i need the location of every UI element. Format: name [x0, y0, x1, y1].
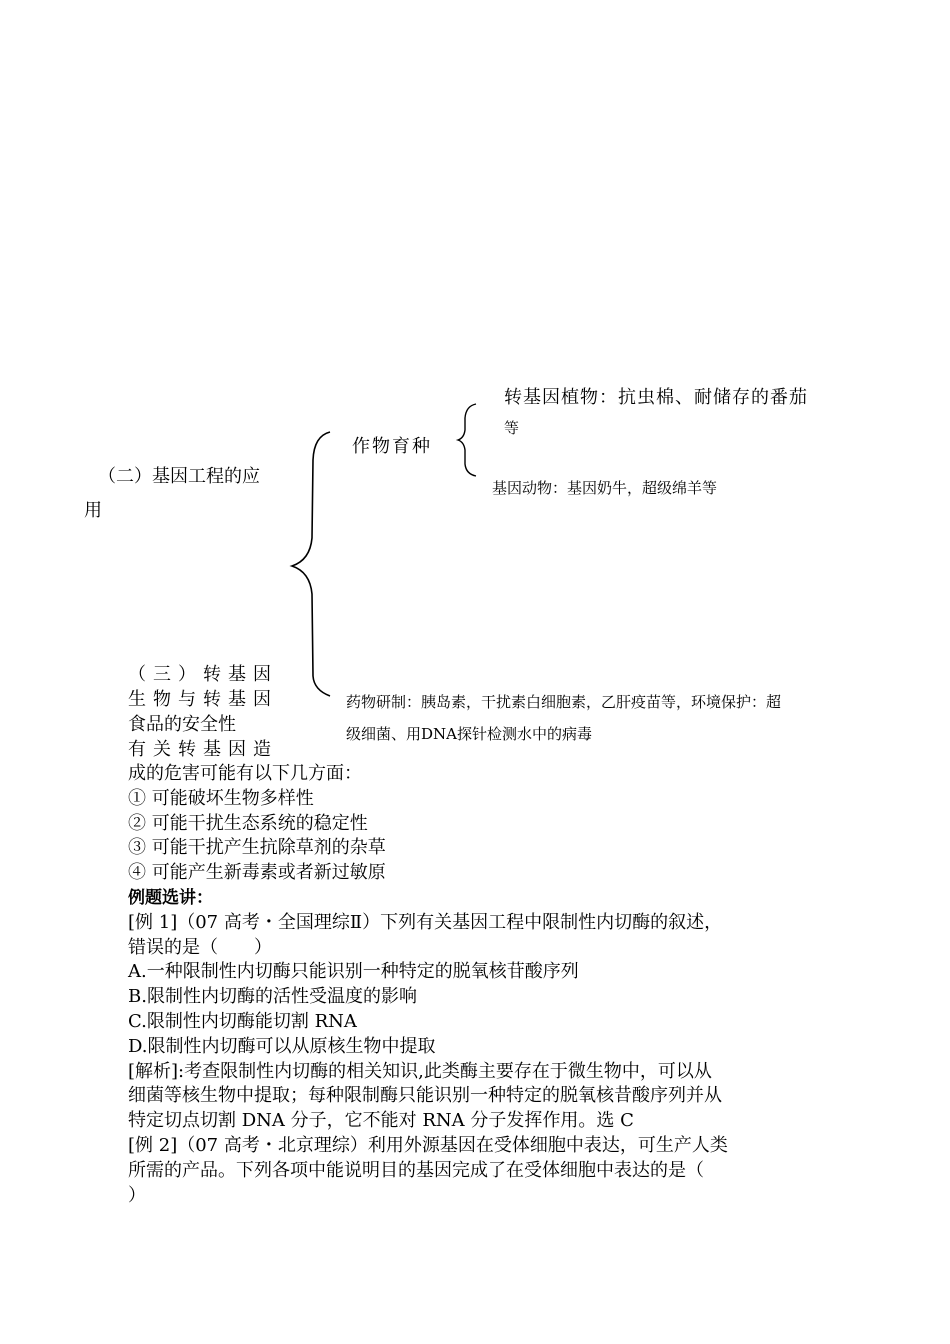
hazard-item-2: ② 可能干扰生态系统的稳定性: [128, 812, 368, 834]
hazard-item-1: ① 可能破坏生物多样性: [128, 787, 314, 809]
example1-question-line2: 错误的是（ ）: [128, 936, 272, 958]
transgenic-plant-line1: 转基因植物：抗虫棉、耐储存的番茄: [504, 387, 808, 408]
example1-option-b: B.限制性内切酶的活性受温度的影响: [128, 986, 417, 1008]
section3-intro-line1: 有关转基因造: [128, 739, 278, 760]
crop-breeding-label: 作物育种: [352, 436, 432, 457]
medicine-text-line1: 药物研制：胰岛素，干扰素白细胞素，乙肝疫苗等，环境保护：超: [346, 693, 782, 711]
section2-title-line2: 用: [84, 500, 102, 521]
example1-option-a: A.一种限制性内切酶只能识别一种特定的脱氧核苷酸序列: [128, 961, 579, 983]
transgenic-plant-line2: 等: [504, 419, 520, 437]
small-brace: [458, 404, 476, 476]
section3-title-line3: 食品的安全性: [128, 714, 236, 735]
example1-option-d: D.限制性内切酶可以从原核生物中提取: [128, 1035, 436, 1057]
section2-title-line1: （二）基因工程的应: [98, 466, 260, 487]
section3-title-line1: （三）转基因: [128, 664, 278, 685]
example2-question-line2: 所需的产品。下列各项中能说明目的基因完成了在受体细胞中表达的是（: [128, 1159, 704, 1181]
document-body: [128, 762, 828, 1208]
examples-heading: 例题选讲：: [128, 887, 213, 908]
section3-title-line2: 生物与转基因: [128, 689, 278, 710]
example1-analysis-line1: [解析]:考查限制性内切酶的相关知识,此类酶主要存在于微生物中，可以从: [128, 1060, 712, 1082]
medicine-text-line2: 级细菌、用DNA探针检测水中的病毒: [346, 725, 592, 743]
hazard-item-4: ④ 可能产生新毒素或者新过敏原: [128, 862, 386, 884]
transgenic-animal-text: 基因动物：基因奶牛，超级绵羊等: [492, 479, 718, 497]
hazard-item-3: ③ 可能干扰产生抗除草剂的杂草: [128, 837, 386, 859]
section3-intro-line2: 成的危害可能有以下几方面：: [128, 763, 362, 784]
example1-option-c: C.限制性内切酶能切割 RNA: [128, 1010, 357, 1032]
example2-question-line1: [例 2]（07 高考・北京理综）利用外源基因在受体细胞中表达，可生产人类: [128, 1134, 728, 1156]
example1-analysis-line3: 特定切点切割 DNA 分子，它不能对 RNA 分子发挥作用。选 C: [128, 1110, 634, 1132]
large-brace: [292, 432, 330, 696]
example1-question-line1: [例 1]（07 高考・全国理综Ⅱ）下列有关基因工程中限制性内切酶的叙述，: [128, 911, 723, 933]
example1-analysis-line2: 细菌等核生物中提取；每种限制酶只能识别一种特定的脱氧核昔酸序列并从: [128, 1085, 722, 1107]
example2-question-line3: ）: [128, 1184, 146, 1206]
